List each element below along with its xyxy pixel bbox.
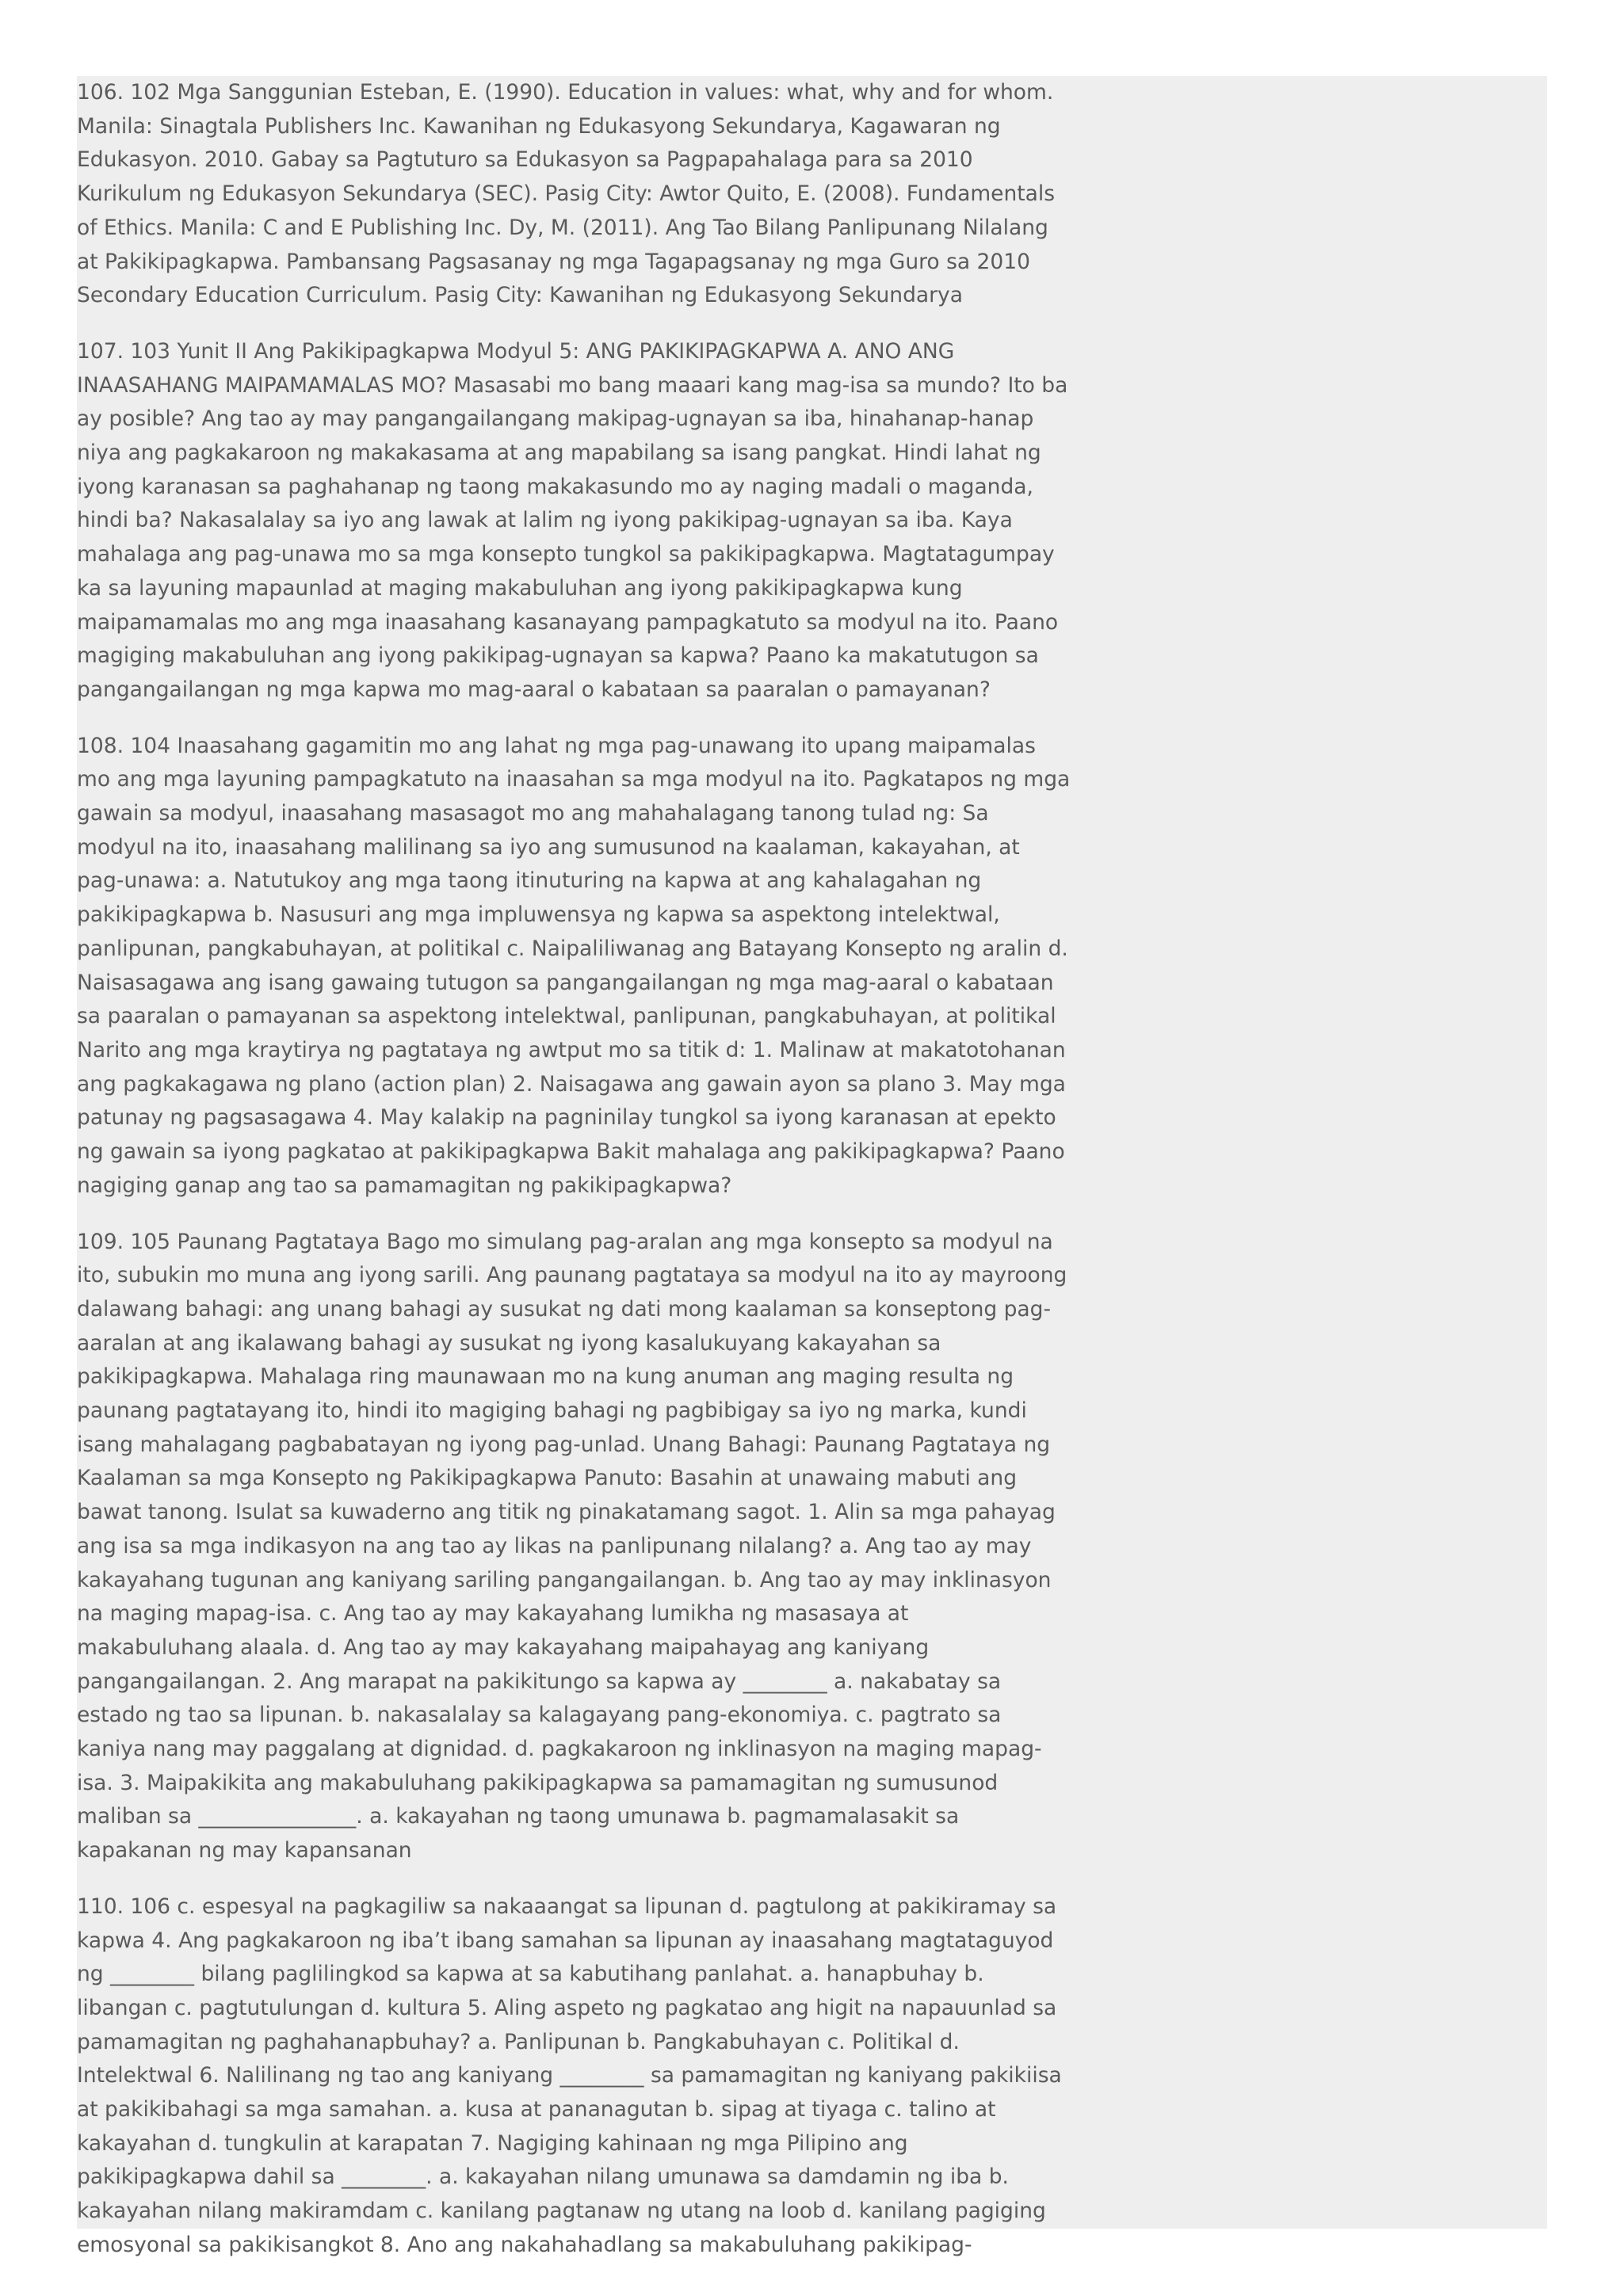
- paragraph-107-module-intro: 107. 103 Yunit II Ang Pakikipagkapwa Modyul 5: ANG PAKIKIPAGKAPWA A. ANO ANG INAASAHANG MAIPAMAMALAS MO? Masasabi mo bang maaari kang mag-isa sa mundo? Ito ba ay posible? Ang tao ay may pangangailangang makipag-ugnayan sa iba, hinahanap-hanap niya ang pagkakaroon ng makakasama at ang mapabilang sa isang pangkat. Hindi lahat ng iyong karanasan sa paghahanap ng taong makakasundo mo ay naging madali o maganda, hindi ba? Nakasalalay sa iyo ang lawak at lalim ng iyong pakikipag-ugnayan sa iba. Kaya mahalaga ang pag-unawa mo sa mga konsepto tungkol sa pakikipagkapwa. Magtatagumpay ka sa layuning mapaunlad at maging makabuluhan ang iyong pakikipagkapwa kung maipamamalas mo ang mga inaasahang kasanayang pampagkatuto sa modyul na ito. Paano magiging makabuluhan ang iyong pakikipag-ugnayan sa kapwa? Paano ka makatutugon sa pangangailangan ng mga kapwa mo mag-aaral o kabataan sa paaralan o pamayanan?: [77, 338, 1068, 702]
- paragraph-108-learning-goals: 108. 104 Inaasahang gagamitin mo ang lahat ng mga pag-unawang ito upang maipamalas mo ang mga layuning pampagkatuto na inaasahan sa mga modyul na ito. Pagkatapos ng mga gawain sa modyul, inaasahang masasagot mo ang mahahalagang tanong tulad ng: Sa modyul na ito, inaasahang malilinang sa iyo ang sumusunod na kaalaman, kakayahan, at pag-unawa: a. Natutukoy ang mga taong itinuturing na kapwa at ang kahalagahan ng pakikipagkapwa b. Nasusuri ang mga impluwensya ng kapwa sa aspektong intelektwal, panlipunan, pangkabuhayan, at politikal c. Naipaliliwanag ang Batayang Konsepto ng aralin d. Naisasagawa ang isang gawaing tutugon sa pangangailangan ng mga mag-aaral o kabataan sa paaralan o pamayanan sa aspektong intelektwal, panlipunan, pangkabuhayan, at politikal Narito ang mga kraytirya ng pagtataya ng awtput mo sa titik d: 1. Malinaw at makatotohanan ang pagkakagawa ng plano (action plan) 2. Naisagawa ang gawain ayon sa plano 3. May mga patunay ng pagsasagawa 4. May kalakip na pagninilay tungkol sa iyong karanasan at epekto ng gawain sa iyong pagkatao at pakikipagkapwa Bakit mahalaga ang pakikipagkapwa? Paano nagiging ganap ang tao sa pamamagitan ng pakikipagkapwa?: [77, 733, 1071, 1198]
- paragraph-109-pre-assessment: 109. 105 Paunang Pagtataya Bago mo simulang pag-aralan ang mga konsepto sa modyul na ito, subukin mo muna ang iyong sarili. Ang paunang pagtataya sa modyul na ito ay mayroong dalawang bahagi: ang unang bahagi ay susukat ng dati mong kaalaman sa konseptong pag-aaralan at ang ikalawang bahagi ay susukat ng iyong kasalukuyang kakayahan sa pakikipagkapwa. Mahalaga ring maunawaan mo na kung anuman ang maging resulta ng paunang pagtatayang ito, hindi ito magiging bahagi ng pagbibigay sa iyo ng marka, kundi isang mahalagang pagbabatayan ng iyong pag-unlad. Unang Bahagi: Paunang Pagtataya ng Kaalaman sa mga Konsepto ng Pakikipagkapwa Panuto: Basahin at unawaing mabuti ang bawat tanong. Isulat sa kuwaderno ang titik ng pinakatamang sagot. 1. Alin sa mga pahayag ang isa sa mga indikasyon na ang tao ay likas na panlipunang nilalang? a. Ang tao ay may kakayahang tugunan ang kaniyang sariling pangangailangan. b. Ang tao ay may inklinasyon na maging mapag-isa. c. Ang tao ay may kakayahang lumikha ng masasaya at makabuluhang alaala. d. Ang tao ay may kakayahang maipahayag ang kaniyang pangangailangan. 2. Ang marapat na pakikitungo sa kapwa ay ________ a. nakabatay sa estado ng tao sa lipunan. b. nakasalalay sa kalagayang pang-ekonomiya. c. pagtrato sa kaniya nang may paggalang at dignidad. d. pagkakaroon ng inklinasyon na maging mapag-isa. 3. Maipakikita ang makabuluhang pakikipagkapwa sa pamamagitan ng sumusunod maliban sa _______________. a. kakayahan ng taong umunawa b. pagmamalasakit sa kapakanan ng may kapansanan: [77, 1229, 1067, 1863]
- paragraph-110-questions: 110. 106 c. espesyal na pagkagiliw sa nakaaangat sa lipunan d. pagtulong at pakikiramay sa kapwa 4. Ang pagkakaroon ng iba’t ibang samahan sa lipunan ay inaasahang magtataguyod ng ________ bilang paglilingkod sa kapwa at sa kabutihang panlahat. a. hanapbuhay b. libangan c. pagtutulungan d. kultura 5. Aling aspeto ng pagkatao ang higit na napauunlad sa pamamagitan ng paghahanapbuhay? a. Panlipunan b. Pangkabuhayan c. Politikal d. Intelektwal 6. Nalilinang ng tao ang kaniyang ________ sa pamamagitan ng kaniyang pakikiisa at pakikibahagi sa mga samahan. a. kusa at pananagutan b. sipag at tiyaga c. talino at kakayahan d. tungkulin at karapatan 7. Nagiging kahinaan ng mga Pilipino ang pakikipagkapwa dahil sa ________. a. kakayahan nilang umunawa sa damdamin ng iba b. kakayahan nilang makiramdam c. kanilang pagtanaw ng utang na loob d. kanilang pagiging emosyonal sa pakikisangkot 8. Ano ang nakahahadlang sa makabuluhang pakikipag-: [77, 1894, 1062, 2257]
- paragraph-106-references: 106. 102 Mga Sanggunian Esteban, E. (1990). Education in values: what, why and for whom. Manila: Sinagtala Publishers Inc. Kawanihan ng Edukasyong Sekundarya, Kagawaran ng Edukasyon. 2010. Gabay sa Pagtuturo sa Edukasyon sa Pagpapahalaga para sa 2010 Kurikulum ng Edukasyon Sekundarya (SEC). Pasig City: Awtor Quito, E. (2008). Fundamentals of Ethics. Manila: C and E Publishing Inc. Dy, M. (2011). Ang Tao Bilang Panlipunang Nilalang at Pakikipagkapwa. Pambansang Pagsasanay ng mga Tagapagsanay ng mga Guro sa 2010 Secondary Education Curriculum. Pasig City: Kawanihan ng Edukasyong Sekundarya: [77, 80, 1056, 308]
- document-text-column: [77, 76, 1071, 2257]
